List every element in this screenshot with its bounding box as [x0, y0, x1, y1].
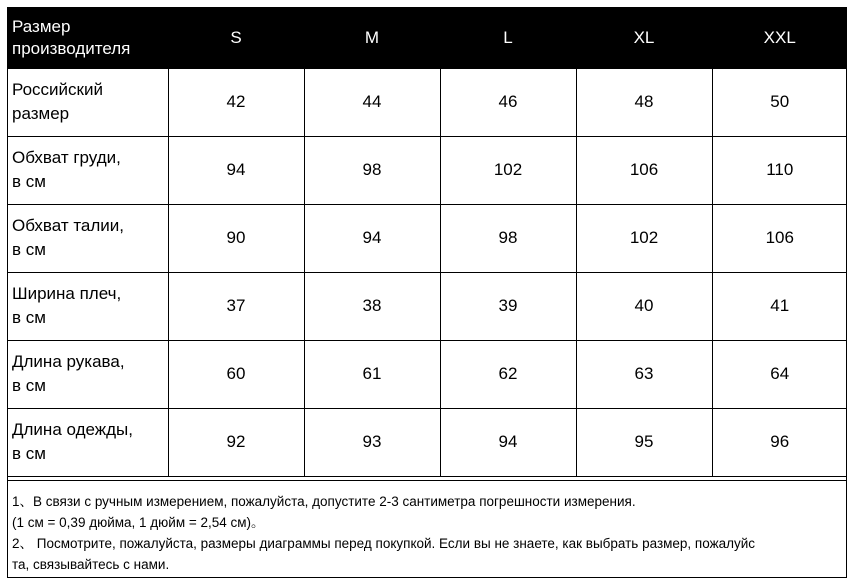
corner-label-line-1: Размер: [12, 16, 71, 36]
table-cell: 98: [304, 136, 440, 204]
note-line-2: (1 см = 0,39 дюйма, 1 дюйм = 2,54 см)。: [12, 515, 265, 530]
table-cell: 102: [576, 204, 712, 272]
table-cell: 94: [440, 408, 576, 476]
table-cell: 110: [712, 136, 847, 204]
row-label: [8, 136, 168, 204]
corner-label-line-2: производителя: [12, 38, 131, 58]
table-cell: 95: [576, 408, 712, 476]
table-cell: 92: [168, 408, 304, 476]
table-cell: 48: [576, 68, 712, 136]
table-cell: 96: [712, 408, 847, 476]
note-line-4: та, связывайтесь с нами.: [12, 557, 170, 572]
row-label-line-1: Обхват талии,: [12, 216, 125, 235]
table-cell: 106: [712, 204, 847, 272]
header-row: [8, 8, 847, 68]
table-row: [8, 68, 847, 136]
row-label-line-1: Российский: [12, 80, 103, 99]
table-cell: 63: [576, 340, 712, 408]
size-header-s: S: [168, 8, 304, 68]
size-header-xxl: XXL: [712, 8, 847, 68]
row-label-line-2: в см: [12, 240, 46, 259]
note-line-3: 2、 Посмотрите, пожалуйста, размеры диаграммы перед покупкой. Если вы не знаете, как выбрать размер, пожалуйс: [12, 536, 756, 551]
row-label-line-1: Ширина плеч,: [12, 284, 122, 303]
size-table: [8, 8, 847, 477]
table-cell: 106: [576, 136, 712, 204]
table-cell: 62: [440, 340, 576, 408]
row-label: [8, 340, 168, 408]
table-cell: 102: [440, 136, 576, 204]
table-row: [8, 204, 847, 272]
table-cell: 42: [168, 68, 304, 136]
row-label: [8, 272, 168, 340]
table-row: [8, 136, 847, 204]
size-chart: [7, 7, 847, 578]
table-cell: 94: [304, 204, 440, 272]
table-row: [8, 408, 847, 476]
table-cell: 50: [712, 68, 847, 136]
notes-section: [8, 480, 847, 578]
table-cell: 60: [168, 340, 304, 408]
header-corner-cell: [8, 8, 168, 68]
size-header-l: L: [440, 8, 576, 68]
row-label-line-1: Длина рукава,: [12, 352, 125, 371]
table-cell: 61: [304, 340, 440, 408]
row-label-line-2: размер: [12, 104, 70, 123]
table-cell: 40: [576, 272, 712, 340]
table-cell: 37: [168, 272, 304, 340]
table-cell: 93: [304, 408, 440, 476]
table-cell: 90: [168, 204, 304, 272]
table-cell: 46: [440, 68, 576, 136]
row-label-line-2: в см: [12, 308, 46, 327]
row-label: [8, 68, 168, 136]
table-cell: 38: [304, 272, 440, 340]
row-label-line-2: в см: [12, 376, 46, 395]
row-label: [8, 408, 168, 476]
table-cell: 41: [712, 272, 847, 340]
table-row: [8, 272, 847, 340]
row-label: [8, 204, 168, 272]
row-label-line-2: в см: [12, 444, 46, 463]
row-label-line-1: Длина одежды,: [12, 420, 133, 439]
table-cell: 44: [304, 68, 440, 136]
row-label-line-2: в см: [12, 172, 46, 191]
table-row: [8, 340, 847, 408]
note-line-1: 1、В связи с ручным измерением, пожалуйста, допустите 2-3 сантиметра погрешности измерения.: [12, 494, 636, 509]
table-cell: 64: [712, 340, 847, 408]
size-header-m: M: [304, 8, 440, 68]
row-label-line-1: Обхват груди,: [12, 148, 121, 167]
table-cell: 98: [440, 204, 576, 272]
table-cell: 39: [440, 272, 576, 340]
size-header-xl: XL: [576, 8, 712, 68]
table-cell: 94: [168, 136, 304, 204]
